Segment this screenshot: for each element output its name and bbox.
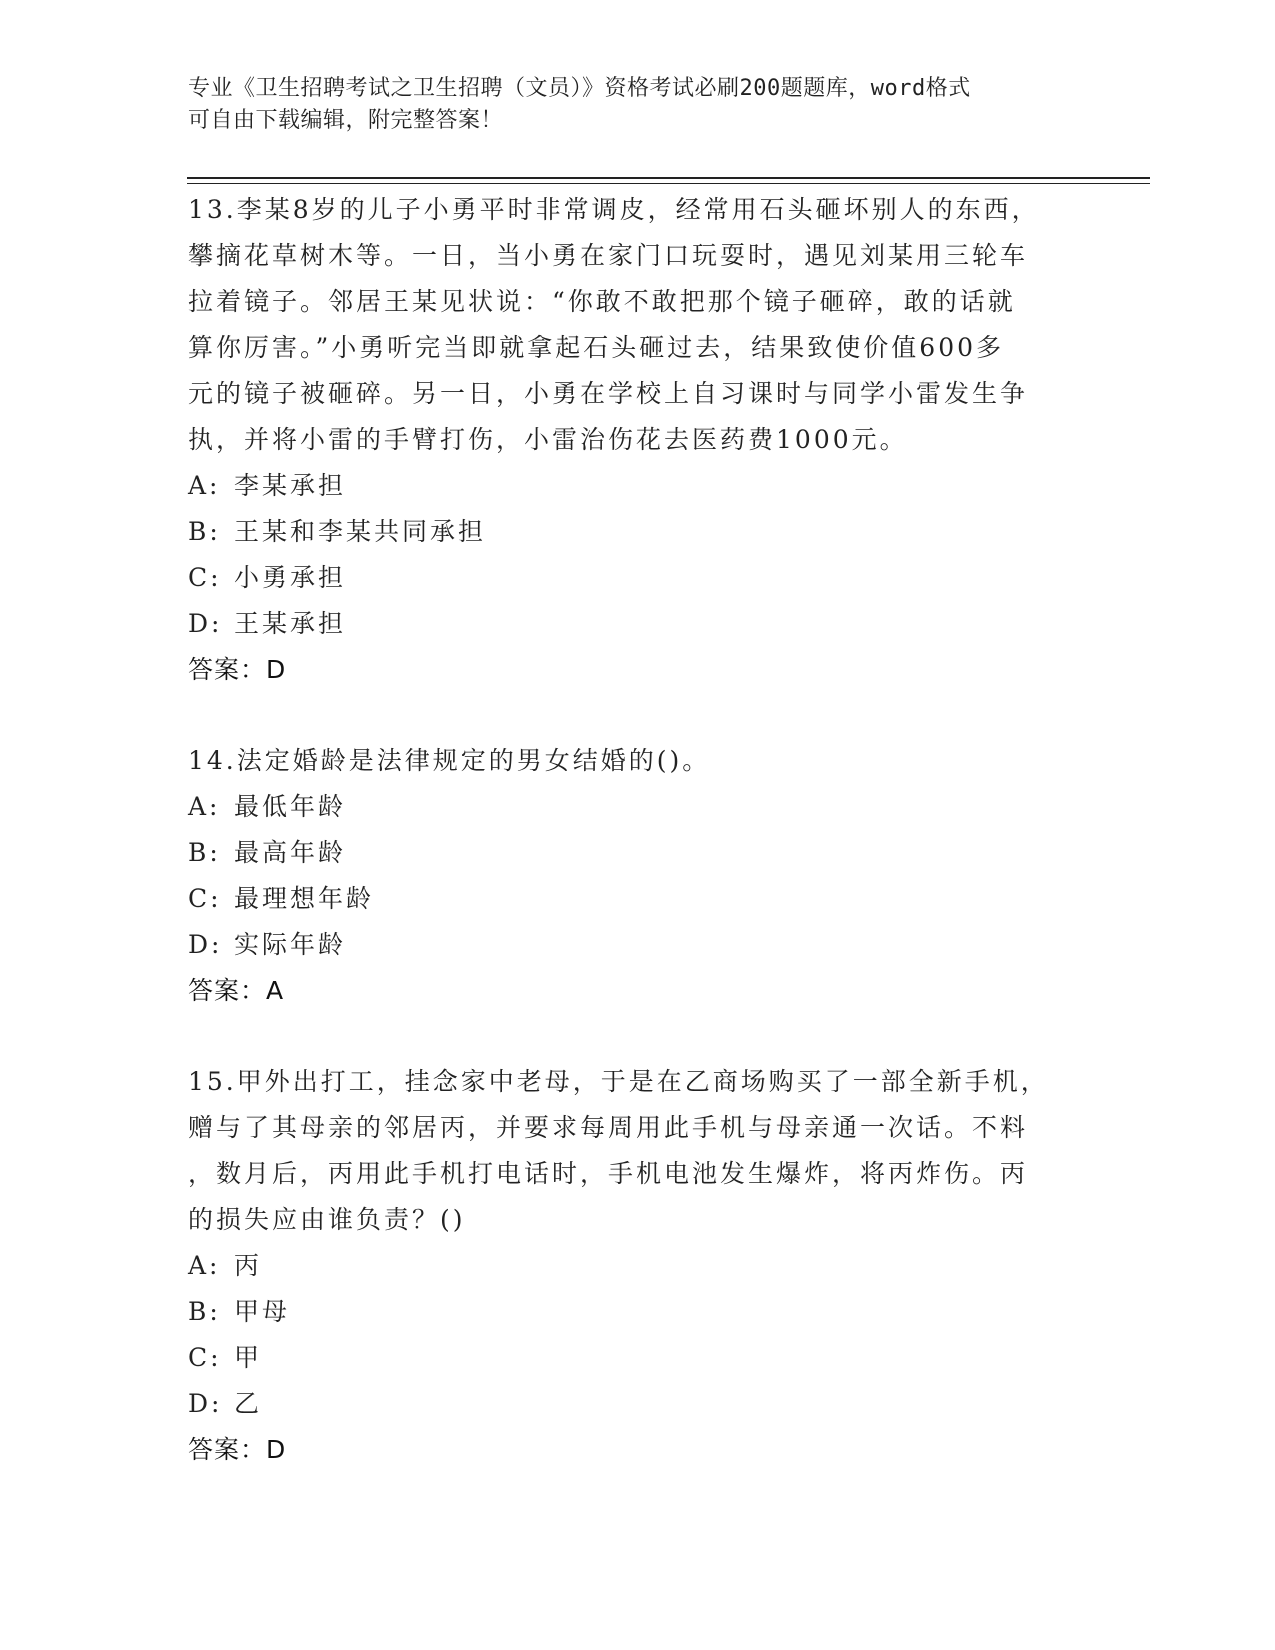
question-list (188, 187, 1068, 1473)
question-text-line: ，数月后，丙用此手机打电话时，手机电池发生爆炸，将丙炸伤。丙 (188, 1159, 1029, 1188)
option-b (188, 509, 1068, 555)
option-letter: A: (188, 471, 221, 500)
answer-label: 答案：D (188, 655, 287, 684)
option-text: 最高年龄 (234, 838, 347, 867)
option-d (188, 1381, 1068, 1427)
question-spacer (188, 1014, 1068, 1059)
option-d (188, 601, 1068, 647)
option-text: 乙 (234, 1389, 263, 1418)
question-text-line: 攀摘花草树木等。一日，当小勇在家门口玩耍时，遇见刘某用三轮车 (188, 241, 1029, 270)
option-letter: C: (188, 1343, 222, 1372)
answer-label: 答案：A (188, 976, 285, 1005)
question-text-line: 14.法定婚龄是法律规定的男女结婚的()。 (188, 746, 711, 775)
option-text: 最低年龄 (234, 792, 347, 821)
option-text: 甲母 (234, 1297, 291, 1326)
question-14 (188, 738, 1068, 1014)
answer-label: 答案：D (188, 1435, 287, 1464)
header-divider-thick (187, 177, 1150, 179)
option-b (188, 830, 1068, 876)
option-letter: D: (188, 609, 223, 638)
question-13 (188, 187, 1068, 693)
header-line-1: 专业《卫生招聘考试之卫生招聘（文员）》资格考试必刷200题题库，word格式 (188, 76, 971, 101)
option-text: 王某和李某共同承担 (234, 517, 487, 546)
document-header (188, 73, 1068, 137)
question-text-line: 的损失应由谁负责？() (188, 1205, 466, 1234)
question-15 (188, 1059, 1068, 1473)
option-text: 甲 (234, 1343, 263, 1372)
option-letter: B: (188, 838, 221, 867)
option-letter: A: (188, 792, 221, 821)
option-c (188, 1335, 1068, 1381)
option-letter: A: (188, 1251, 221, 1280)
option-text: 小勇承担 (234, 563, 347, 592)
option-letter: C: (188, 884, 222, 913)
option-c (188, 555, 1068, 601)
option-text: 王某承担 (234, 609, 347, 638)
option-a (188, 463, 1068, 509)
option-letter: B: (188, 1297, 221, 1326)
option-letter: B: (188, 517, 221, 546)
question-text-line: 元的镜子被砸碎。另一日，小勇在学校上自习课时与同学小雷发生争 (188, 379, 1029, 408)
question-text-line: 15.甲外出打工，挂念家中老母，于是在乙商场购买了一部全新手机， (188, 1067, 1049, 1096)
header-line-2: 可自由下载编辑，附完整答案！ (188, 108, 504, 133)
header-divider-thin (187, 183, 1150, 184)
option-text: 丙 (234, 1251, 263, 1280)
question-text-line: 13.李某8岁的儿子小勇平时非常调皮，经常用石头砸坏别人的东西， (188, 195, 1040, 224)
option-b (188, 1289, 1068, 1335)
option-d (188, 922, 1068, 968)
option-text: 实际年龄 (234, 930, 347, 959)
option-c (188, 876, 1068, 922)
question-text-line: 赠与了其母亲的邻居丙，并要求每周用此手机与母亲通一次话。不料 (188, 1113, 1029, 1142)
question-text-line: 算你厉害。”小勇听完当即就拿起石头砸过去，结果致使价值600多 (188, 333, 1005, 362)
option-letter: C: (188, 563, 222, 592)
option-a (188, 1243, 1068, 1289)
question-text-line: 执，并将小雷的手臂打伤，小雷治伤花去医药费1000元。 (188, 425, 908, 454)
option-text: 最理想年龄 (234, 884, 375, 913)
question-spacer (188, 693, 1068, 738)
option-letter: D: (188, 1389, 223, 1418)
question-text-line: 拉着镜子。邻居王某见状说：“你敢不敢把那个镜子砸碎，敢的话就 (188, 287, 1016, 316)
option-a (188, 784, 1068, 830)
option-text: 李某承担 (234, 471, 347, 500)
option-letter: D: (188, 930, 223, 959)
